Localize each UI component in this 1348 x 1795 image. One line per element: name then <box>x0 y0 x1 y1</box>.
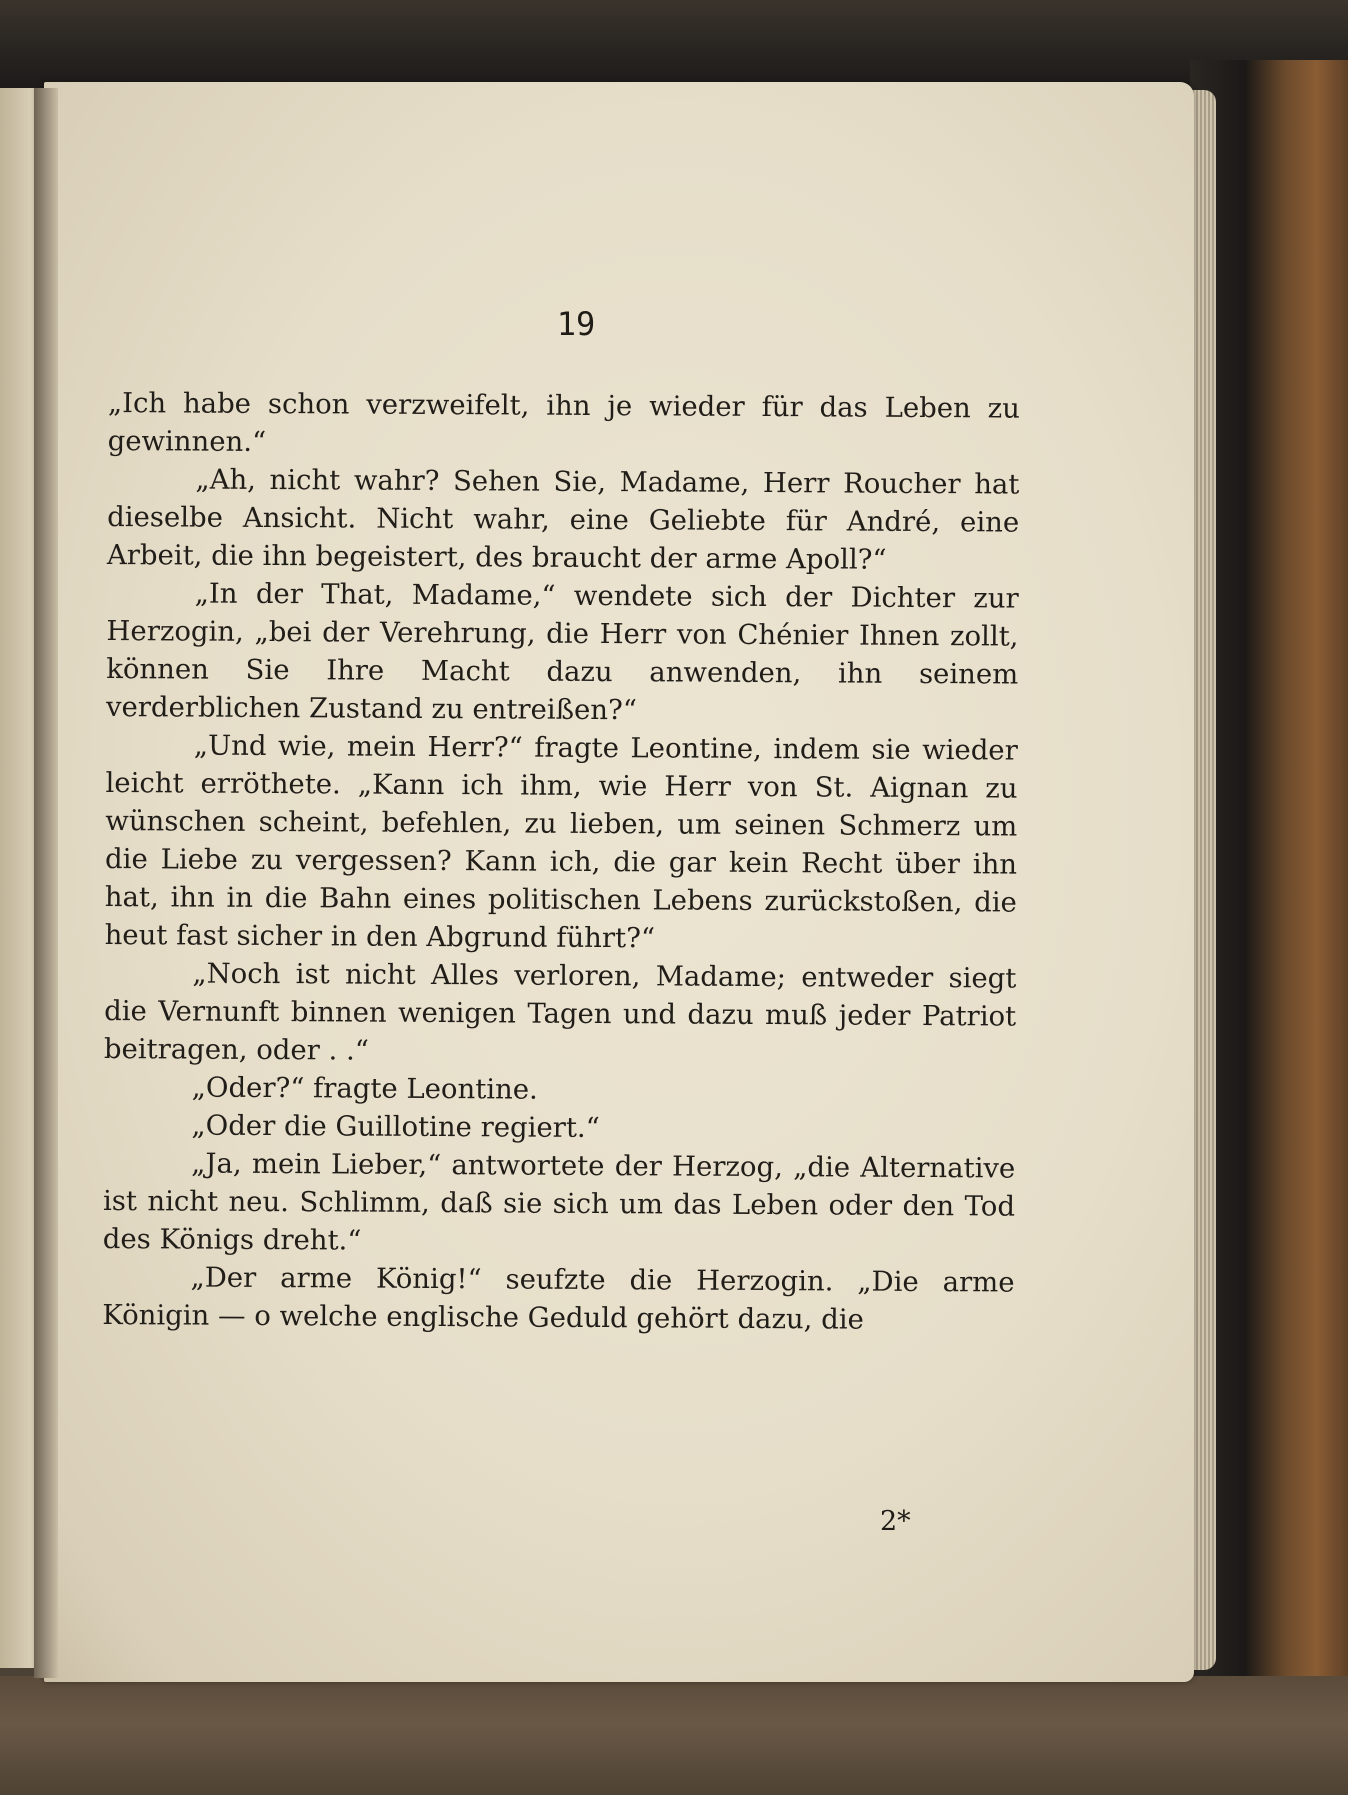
paragraph: „Ich habe schon verzweifelt, ihn je wieder für das Leben zu gewinnen.“ <box>107 386 1020 458</box>
paragraph: „Und wie, mein Herr?“ fragte Leontine, indem sie wieder leicht erröthete. „Kann ich ihm, wie Herr von St. Aignan zu wünschen scheint, befehlen, zu lieben, um seinen Schmerz um die Liebe zu vergessen? Kann ich, die gar kein Recht über ihn hat, ihn in die Bahn eines politischen Lebens zurückstoßen, die heut fast sicher in den Abgrund führt?“ <box>104 729 1018 955</box>
paragraph: „Oder die Guillotine regiert.“ <box>191 1109 600 1145</box>
paragraph: „Ja, mein Lieber,“ antwortete der Herzog, „die Alternative ist nicht neu. Schlimm, daß sie sich um das Leben oder den Tod des Königs dreht.“ <box>102 1147 1016 1257</box>
paragraph: „Der arme König!“ seufzte die Herzogin. „Die arme Königin — o welche englische Geduld gehört dazu, die <box>102 1261 1015 1336</box>
body-text <box>102 384 1020 1340</box>
page-gutter <box>34 88 58 1678</box>
signature-mark: 2* <box>880 1506 911 1537</box>
paragraph: „Noch ist nicht Alles verloren, Madame; entweder siegt die Vernunft binnen wenigen Tagen und dazu muß jeder Patriot beitragen, oder . .“ <box>103 957 1017 1067</box>
book-cover-bottom-edge <box>0 1676 1348 1795</box>
book-cover-top-edge <box>0 0 1348 90</box>
page-number: 19 <box>556 305 596 343</box>
paragraph: „Oder?“ fragte Leontine. <box>191 1071 538 1106</box>
paragraph: „Ah, nicht wahr? Sehen Sie, Madame, Herr Roucher hat dieselbe Ansicht. Nicht wahr, eine Geliebte für André, eine Arbeit, die ihn begeistert, des braucht der arme Apoll?“ <box>106 463 1020 576</box>
paragraph: „In der That, Madame,“ wendete sich der Dichter zur Herzogin, „bei der Verehrung, die Herr von Chénier Ihnen zollt, können Sie Ihre Macht dazu anwenden, ihn seinem verderblichen Zustand zu entreißen?“ <box>105 577 1019 727</box>
